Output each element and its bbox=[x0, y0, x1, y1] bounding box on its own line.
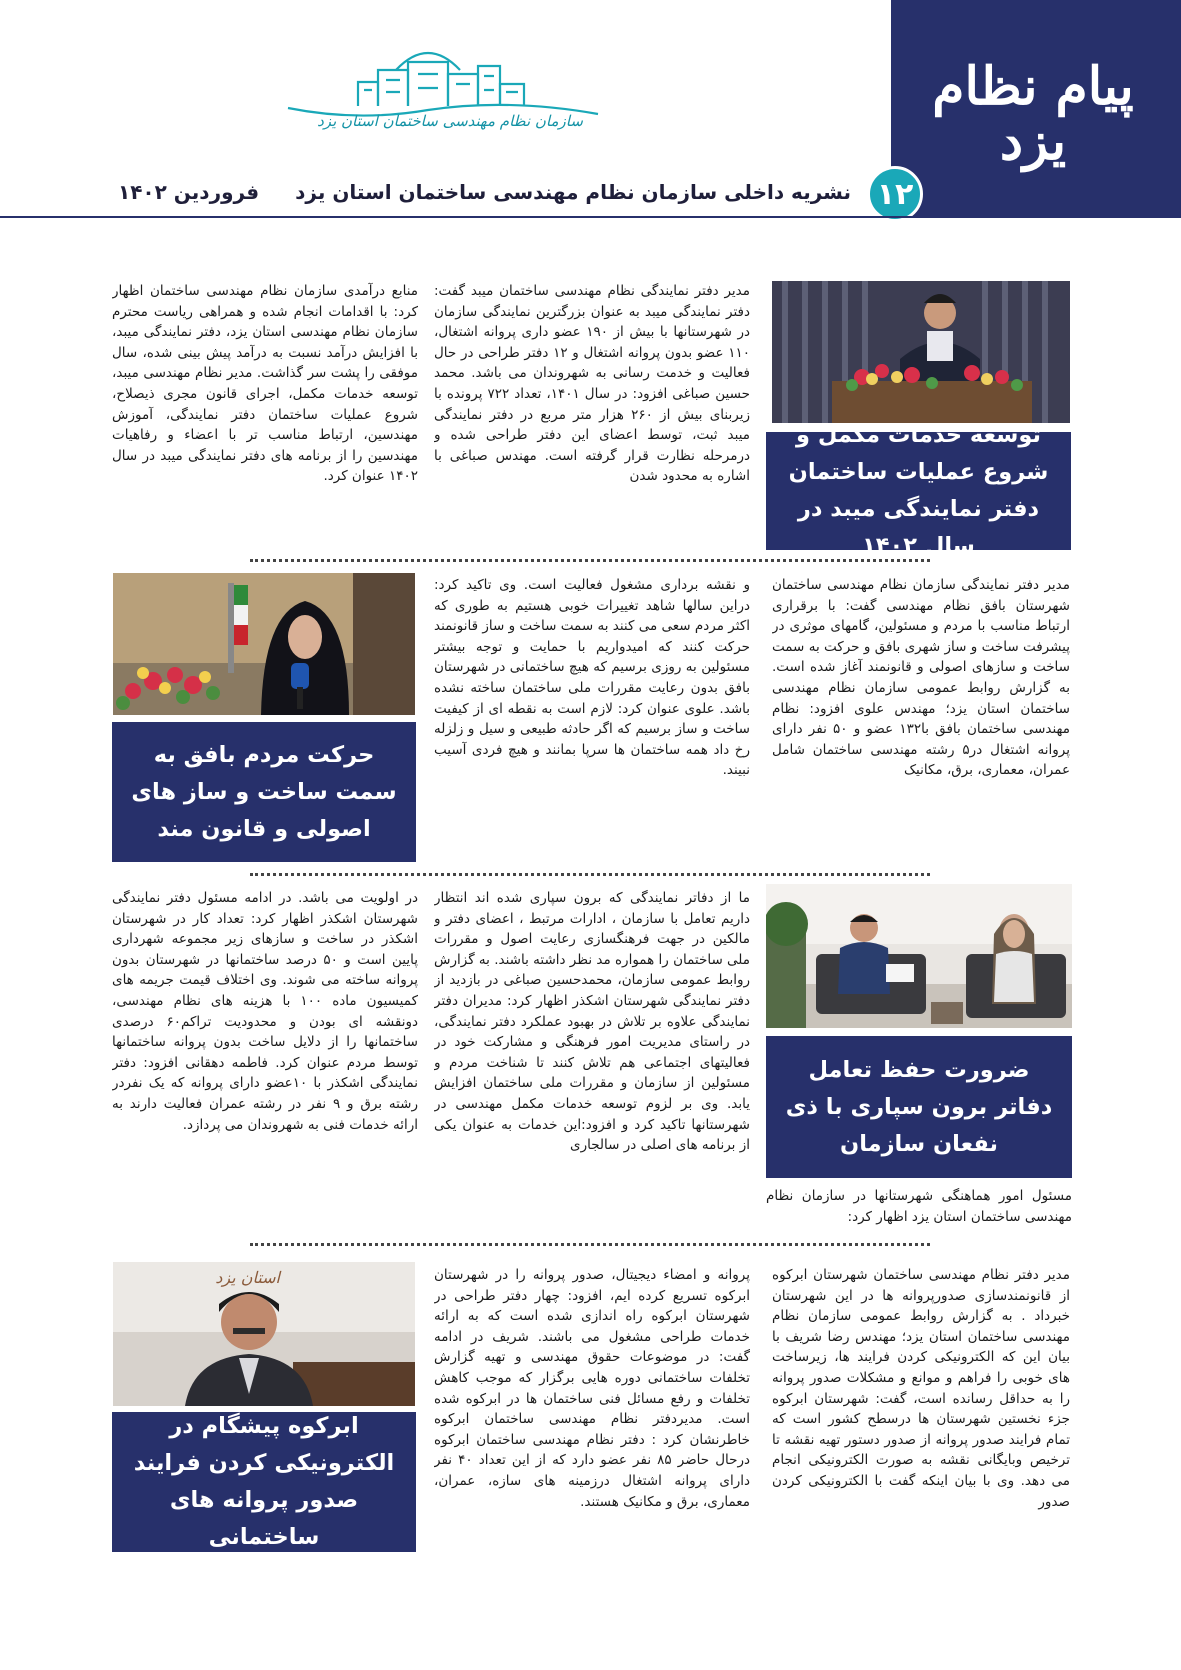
article-text-column bbox=[434, 281, 750, 546]
article-paragraph: مسئول امور هماهنگی شهرستانها در سازمان نظام مهندسی ساختمان استان یزد اظهار کرد: bbox=[766, 1188, 1072, 1225]
article-text-column bbox=[112, 888, 418, 1233]
brand-title: پیام نظام یزد bbox=[932, 56, 1134, 172]
headline-text: ضرورت حفظ تعامل دفاتر برون سپاری با ذی نفعان سازمان bbox=[785, 1056, 1053, 1157]
speaker-at-podium-photo bbox=[772, 281, 1070, 423]
brand-panel bbox=[891, 0, 1181, 218]
woman-interview-photo bbox=[113, 573, 415, 715]
article-text-column bbox=[434, 1265, 750, 1560]
meeting-office-photo bbox=[766, 884, 1072, 1028]
issue-date: فروردین ۱۴۰۲ bbox=[118, 180, 260, 204]
article-headline bbox=[766, 1036, 1072, 1178]
article-paragraph: در اولویت می باشد. در ادامه مسئول دفتر نمایندگی شهرستان اشکذر اظهار کرد: تعداد کار در شهرستان اشکذر در ساخت و سازهای زیر مجموعه شهرداری پایین است و ۵۰ درصد ساختمانها در شهرستان بدون پروانه ساخته می شوند. وی اختلاف قیمت جریمه های کمیسیون ماده ۱۰۰ با هزینه های نظام مهندسی، دونقشه ای بودن و محدودیت تراکم۶۰ درصدی ساختمانها را از دلایل ساخت بدون پروانه ساختمانها توسط مردم عنوان کرد. فاطمه دهقانی افزود: دفتر نمایندگی اشکذر با ۱۰عضو دارای پروانه که یک نفردر رشته برق و ۹ نفر در رشته عمران فعالیت دارند به ارائه خدمات فنی به شهروندان می پردازد. bbox=[112, 890, 418, 1133]
logo-caption: سازمان نظام مهندسی ساختمان استان یزد bbox=[317, 112, 583, 130]
organization-logo bbox=[278, 40, 608, 150]
article-text-column bbox=[772, 575, 1070, 860]
article-text-column bbox=[434, 888, 750, 1233]
headline-text: توسعه خدمات مکمل و شروع عملیات ساختمان دفتر نمایندگی میبد در سال ۱۴۰۲ bbox=[788, 422, 1049, 559]
section-separator bbox=[250, 559, 930, 562]
article-headline bbox=[112, 1412, 416, 1552]
article-text-column bbox=[772, 1265, 1070, 1560]
article-text-column bbox=[434, 575, 750, 860]
publication-title: نشریه داخلی سازمان نظام مهندسی ساختمان استان یزد bbox=[295, 180, 851, 204]
photo-caption: استان یزد bbox=[215, 1268, 280, 1287]
headline-text: ابرکوه پیشگام در الکترونیکی کردن فرایند صدور پروانه های ساختمانی bbox=[133, 1413, 395, 1550]
headline-text: حرکت مردم بافق به سمت ساخت و ساز های اصولی و قانون مند bbox=[131, 741, 397, 842]
article-paragraph: منابع درآمدی سازمان نظام مهندسی ساختمان اظهار کرد: با اقدامات انجام شده و همراهی ریاست محترم سازمان نظام مهندسی استان یزد، دفتر نمایندگی میبد، با افزایش درآمد نسبت به درآمد پیش بینی شده، سال موفقی را پشت سر گذاشت. مدیر نظام مهندسی میبد، توسعه خدمات مکمل، اجرای قانون مجری ذیصلاح، شروع عملیات ساختمان دفتر نمایندگی، آموزش مهندسین، ارتباط مناسب تر با اعضاء و رفاهیات مهندسین را از برنامه های دفتر نمایندگی میبد در سال ۱۴۰۲ عنوان کرد. bbox=[112, 283, 418, 485]
article-text-column bbox=[766, 1186, 1072, 1230]
article-paragraph: مدیر دفتر نمایندگی نظام مهندسی ساختمان میبد گفت: دفتر نمایندگی میبد به عنوان بزرگترین نمایندگی سازمان در شهرستانها با بیش از ۱۹۰ عضو داری پروانه اشتغال، ۱۱۰ عضو بدون پروانه اشتغال و ۱۲ دفتر طراحی در حال فعالیت و خدمت رسانی به شهروندان می باشد. محمد حسین صباغی افزود: در سال ۱۴۰۱، تعداد ۷۲۲ پرونده با زیربنای بیش از ۲۶۰ هزار متر مربع در دفتر نمایندگی میبد ثبت، توسط اعضای این دفتر طراحی شده و درمرحله نظارت قرار گرفته است. مهندس صباغی با اشاره به محدود شدن bbox=[434, 283, 750, 485]
article-headline bbox=[112, 722, 416, 862]
issue-number-badge: ۱۲ bbox=[867, 166, 923, 222]
section-separator bbox=[250, 1243, 930, 1246]
article-headline bbox=[766, 422, 1071, 559]
article-paragraph: ما از دفاتر نمایندگی که برون سپاری شده اند انتظار داریم تعامل با سازمان ، ادارات مرتبط ، اعضای دفتر و مالکین در جهت فرهنگسازی رعایت اصول و مقررات ملی ساختمان را همواره مد نظر داشته باشند. به گزارش روابط عمومی سازمان، محمدحسین صباغی در بازدید از دفتر نمایندگی شهرستان اشکذر اظهار کرد: مدیران دفتر نمایندگی علاوه بر تلاش در بهبود عملکرد دفتر نمایندگی، در راستای مدیریت امور فرهنگی و مشارکت خود در فعالیتهای اجتماعی هم تلاش کنند تا شناخت مردم و مسئولین از سازمان و مقررات ملی ساختمان افزایش یابد. وی بر لزوم توسعه خدمات مکمل مهندسی در شهرستانها تاکید کرد و افزود:این خدمات به عنوان یکی از برنامه های اصلی در سالجاری bbox=[434, 890, 750, 1154]
article-text-column bbox=[112, 281, 418, 546]
header-divider bbox=[0, 216, 1181, 218]
article-paragraph: مدیر دفتر نظام مهندسی ساختمان شهرستان ابرکوه از قانونمندسازی صدورپروانه ها در این شهرستان خبرداد . به گزارش روابط عمومی سازمان نظام مهندسی ساختمان استان یزد؛ مهندس رضا شریف با بیان این که الکترونیکی کردن فرایند ها، زیرساخت های خوبی را فراهم و موانع و مشکلات صدور پروانه را به حداقل رسانده است، گفت: شهرستان ابرکوه جزء نخستین شهرستان ها درسطح کشور است که تمام فرایند صدور پروانه از صدور دستور تهیه نقشه تا ترخیص وبایگانی نقشه به صورت الکترونیکی انجام می دهد. وی با بیان اینکه گفت با الکترونیکی کردن صدور bbox=[772, 1267, 1070, 1510]
article-paragraph: و نقشه برداری مشغول فعالیت است. وی تاکید کرد: دراین سالها شاهد تغییرات خوبی هستیم به طوری که اکثر مردم سعی می کنند به سمت ساخت و ساز قانونمند حرکت کنند که امیدواریم با حمایت و توجه بیشتر مسئولین به روزی برسیم که هیچ ساختمانی در شهرستان بافق بدون رعایت مقررات ملی ساختمان ساخته نشده باشد. علوی عنوان کرد: لازم است به نقطه ای از کیفیت ساخت و ساز برسیم که اگر حادثه طبیعی و سیل و زلزله رخ داد همه ساختمان ها سرپا بمانند و هیچ فردی آسیب نبیند. bbox=[434, 577, 750, 779]
article-paragraph: مدیر دفتر نمایندگی سازمان نظام مهندسی ساختمان شهرستان بافق نظام مهندسی گفت: با برقراری ارتباط مناسب با مردم و مسئولین، گامهای موثری در پیشرفت ساخت و ساز شهری بافق و حرکت به سمت ساخت و سازهای اصولی و قانونمند آغاز شده است. به گزارش روابط عمومی سازمان نظام مهندسی ساختمان استان یزد؛ مهندس علوی افزود: نظام مهندسی ساختمان بافق با۱۳۲ عضو و ۵۰ نفر دارای پروانه اشتغال در۵ رشته مهندسی ساختمان شامل عمران، معماری، برق، مکانیک bbox=[772, 577, 1070, 779]
section-separator bbox=[250, 873, 930, 876]
article-paragraph: پروانه و امضاء دیجیتال، صدور پروانه را در شهرستان ابرکوه تسریع کرده ایم، افزود: چهار دفتر طراحی در شهرستان ابرکوه راه اندازی شده است که به ارائه خدمات طراحی مشغول می باشند. شریف در ادامه گفت: در موضوعات حقوق مهندسی و تهیه گزارش تخلفات ساختمانی دوره هایی برگزار که موجب کاهش تخلفات و رفع مسائل فنی ساختمان ها در ابرکوه شده است. مدیردفتر نظام مهندسی ساختمان ابرکوه خاطرنشان کرد : دفتر نظام مهندسی ساختمان ابرکوه درحال حاضر ۸۵ نفر عضو دارد که از این تعداد ۴۰ نفر دارای پروانه اشتغال درزمینه های سازه، عمران، معماری، برق و مکانیک هستند. bbox=[434, 1267, 750, 1510]
